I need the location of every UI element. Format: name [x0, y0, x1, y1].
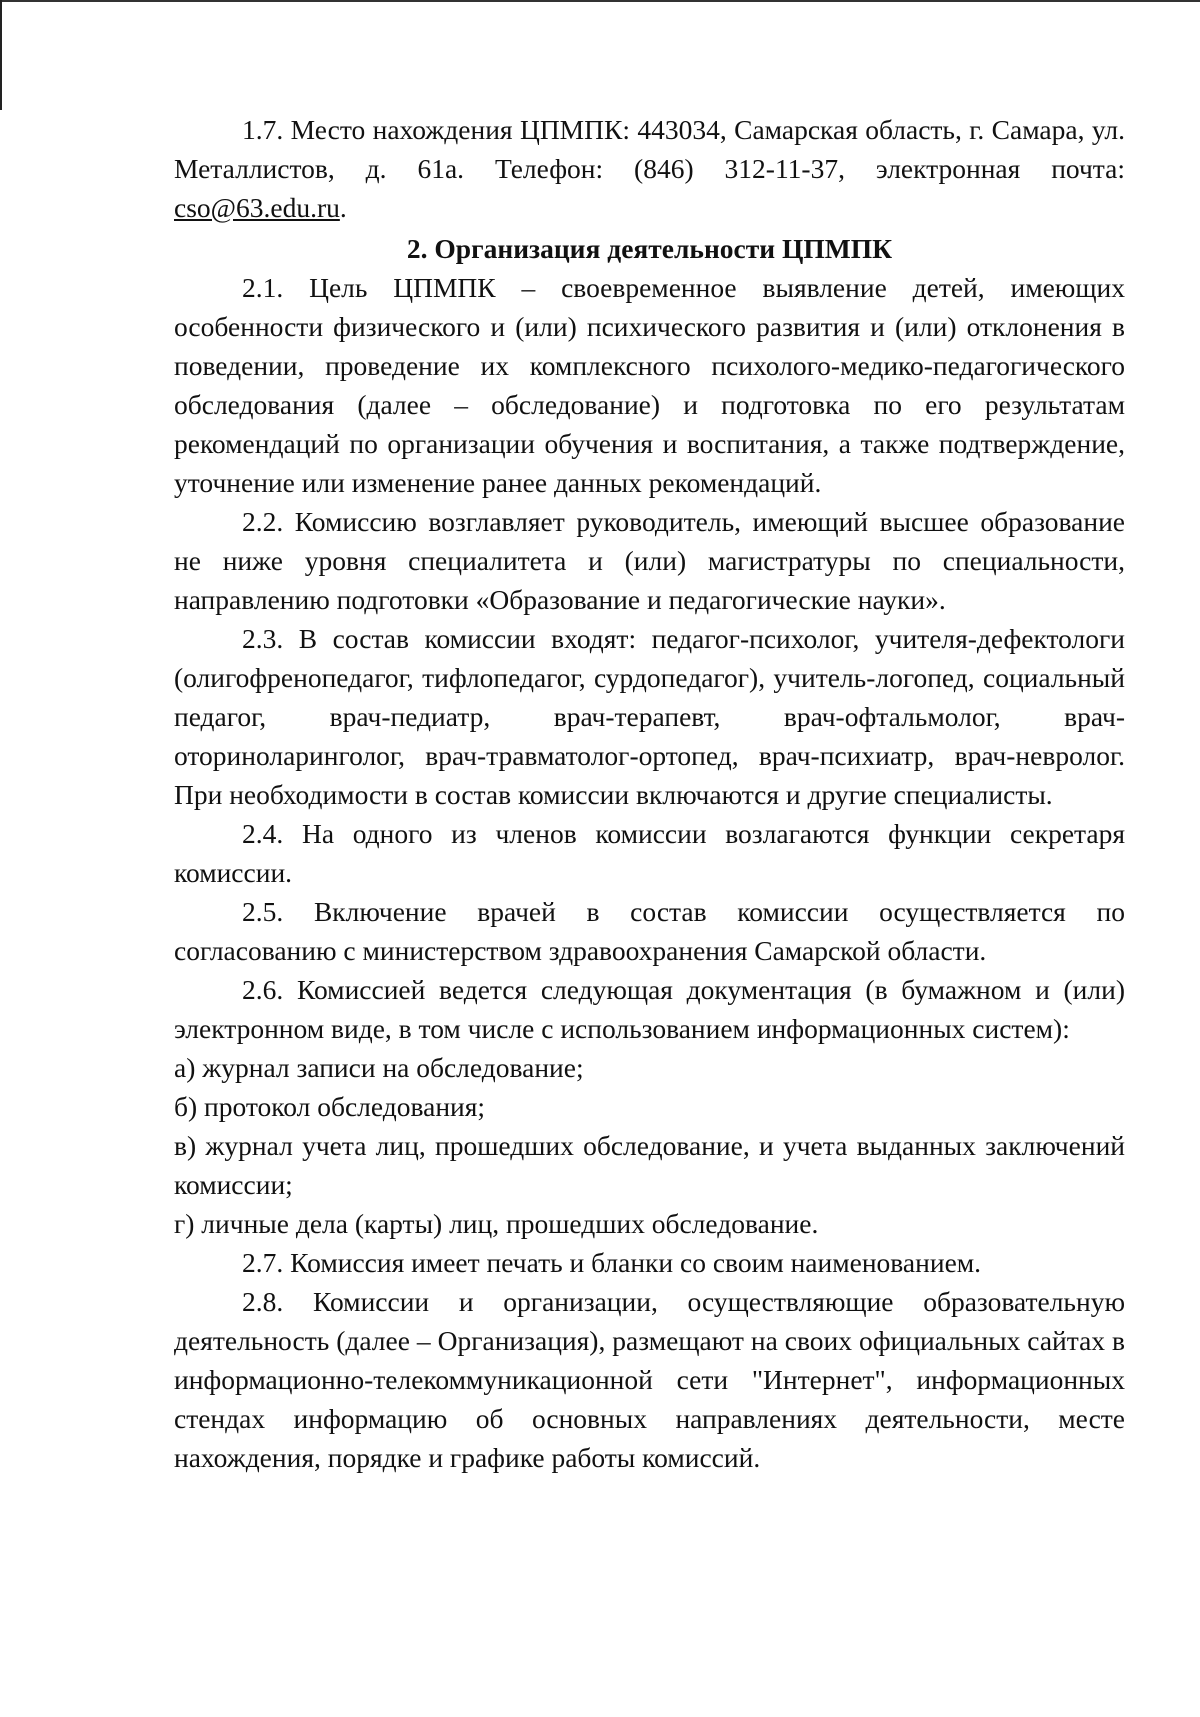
scan-border-top [0, 0, 1200, 2]
section-heading: 2. Организация деятельности ЦПМПК [406, 233, 893, 264]
list-item-a: а) журнал записи на обследование; [174, 1052, 584, 1083]
paragraph-2-3: 2.3. В состав комиссии входят: педагог-психолог, учителя-дефектологи (олигофренопедагог, тифлопедагог, сурдопедагог), учитель-логопед, социальный педагог, врач-педиатр, врач-терапевт, врач-офтальмолог, врач-оториноларинголог, врач-травматолог-ортопед, врач-психиатр, врач-невролог. При необходимости в состав комиссии включаются и другие специалисты. [174, 623, 1125, 810]
scan-border-left [0, 0, 2, 110]
document-body [174, 110, 1125, 1477]
paragraph-2-7: 2.7. Комиссия имеет печать и бланки со своим наименованием. [242, 1247, 982, 1278]
paragraph-2-5: 2.5. Включение врачей в состав комиссии осуществляется по согласованию с министерством здравоохранения Самарской области. [174, 896, 1125, 966]
paragraph-2-6: 2.6. Комиссией ведется следующая документация (в бумажном и (или) электронном виде, в том числе с использованием информационных систем): [174, 974, 1125, 1044]
list-item-c: в) журнал учета лиц, прошедших обследование, и учета выданных заключений комиссии; [174, 1130, 1125, 1200]
paragraph-2-1: 2.1. Цель ЦПМПК – своевременное выявление детей, имеющих особенности физического и (или) психического развития и (или) отклонения в поведении, проведение их комплексного психолого-медико-педагогического обследования (далее – обследование) и подготовка по его результатам рекомендаций по организации обучения и воспитания, а также подтверждение, уточнение или изменение ранее данных рекомендаций. [174, 272, 1125, 498]
paragraph-1-7 [174, 110, 1125, 227]
paragraph-1-7-text: 1.7. Место нахождения ЦПМПК: 443034, Самарская область, г. Самара, ул. Металлистов, д. 61а. Телефон: (846) 312-11-37, электронная почта: [174, 114, 1125, 184]
email-link[interactable]: cso@63.edu.ru [174, 192, 340, 223]
list-item-d: г) личные дела (карты) лиц, прошедших обследование. [174, 1208, 819, 1239]
paragraph-2-4: 2.4. На одного из членов комиссии возлагаются функции секретаря комиссии. [174, 818, 1125, 888]
paragraph-1-7-end: . [339, 192, 347, 223]
list-item-b: б) протокол обследования; [174, 1091, 486, 1122]
paragraph-2-8: 2.8. Комиссии и организации, осуществляющие образовательную деятельность (далее – Организация), размещают на своих официальных сайтах в информационно-телекоммуникационной сети "Интернет", информационных стендах информацию об основных направлениях деятельности, месте нахождения, порядке и графике работы комиссий. [174, 1286, 1125, 1473]
paragraph-2-2: 2.2. Комиссию возглавляет руководитель, имеющий высшее образование не ниже уровня специалитета и (или) магистратуры по специальности, направлению подготовки «Образование и педагогические науки». [174, 506, 1125, 615]
